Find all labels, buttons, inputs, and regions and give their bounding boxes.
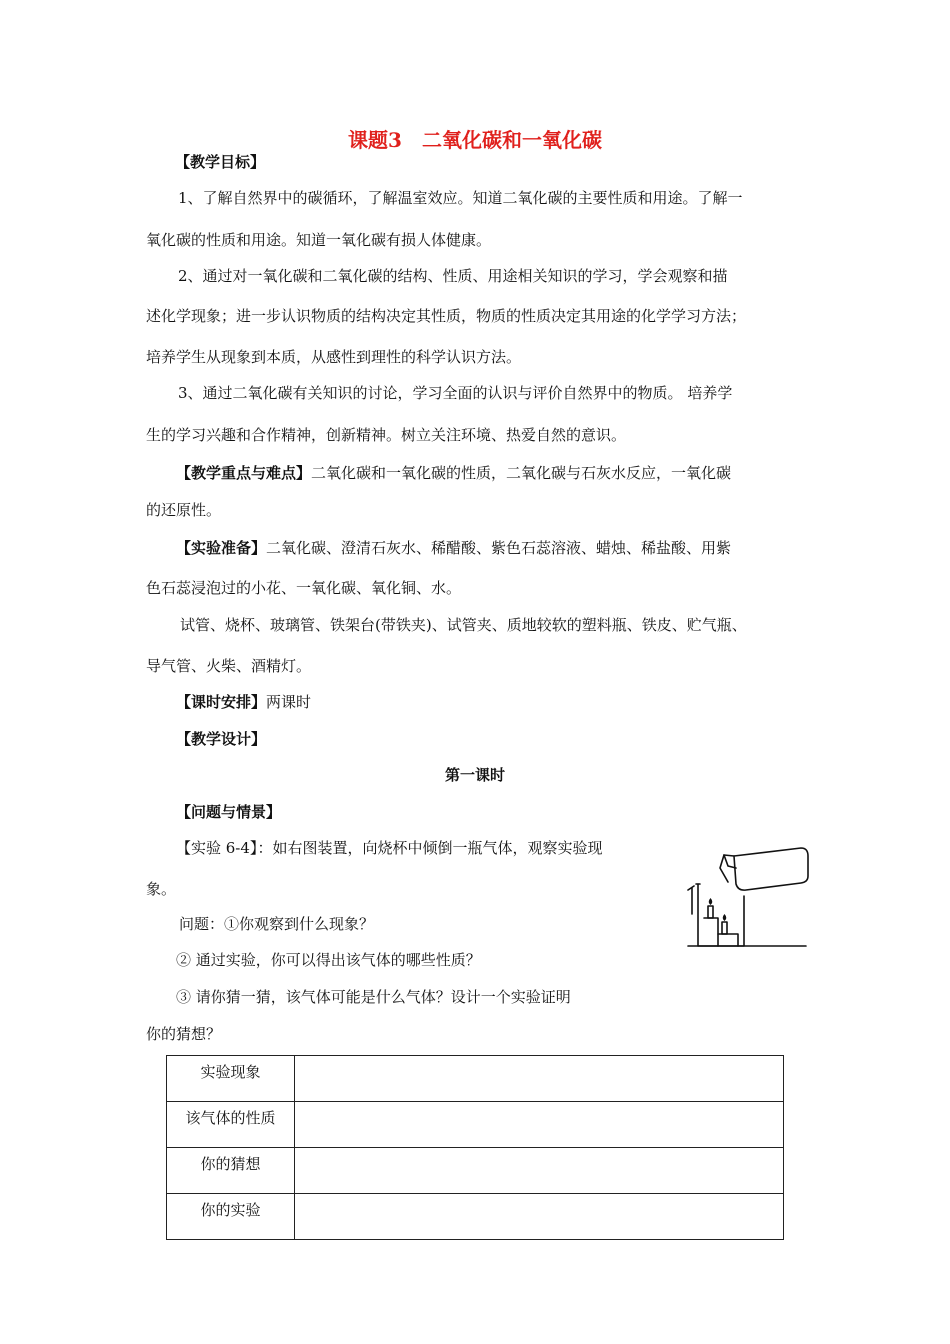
key-points-heading: 【教学重点与难点】 [176,464,312,482]
table-row [167,1102,784,1148]
preparation-line-4: 导气管、火柴、酒精灯。 [146,657,312,675]
table-row-label: 实验现象 [167,1056,295,1102]
table-row-label: 你的猜想 [167,1148,295,1194]
experiment-line-1 [176,838,602,858]
experiment-line-2: 象。 [146,880,177,898]
table-row [167,1194,784,1240]
candle-upper [708,906,713,918]
title-lesson-number: 课题3 [348,128,402,152]
table-row-value[interactable] [295,1056,784,1102]
preparation-text: 二氧化碳、澄清石灰水、稀醋酸、紫色石蕊溶液、蜡烛、稀盐酸、用紫 [266,539,732,557]
objective-2-line-2: 述化学现象；进一步认识物质的结构决定其性质，物质的性质决定其用途的化学学习方法； [146,307,747,325]
preparation-line-3: 试管、烧杯、玻璃管、铁架台(带铁夹)、试管夹、质地较软的塑料瓶、铁皮、贮气瓶、 [180,616,747,634]
objective-2-line-1: 2、通过对一氧化碳和二氧化碳的结构、性质、用途相关知识的学习，学会观察和描 [178,267,728,285]
table-row [167,1148,784,1194]
key-points-line-2: 的还原性。 [146,501,222,519]
table-row-label: 该气体的性质 [167,1102,295,1148]
key-points-text: 二氧化碳和一氧化碳的性质，二氧化碳与石灰水反应，一氧化碳 [311,464,732,482]
schedule-line [176,692,311,712]
objective-1-line-2: 氧化碳的性质和用途。知道一氧化碳有损人体健康。 [146,231,492,249]
preparation-line-2: 色石蕊浸泡过的小花、一氧化碳、氧化铜、水。 [146,579,462,597]
objectives-heading: 【教学目标】 [175,153,266,171]
lesson-title: 第一课时 [444,766,505,784]
flame-upper [709,898,713,905]
objective-1-line-1: 1、了解自然界中的碳循环，了解温室效应。知道二氧化碳的主要性质和用途。了解一 [178,189,743,207]
schedule-value: 两课时 [266,693,312,711]
scenario-heading: 【问题与情景】 [176,803,282,821]
schedule-heading: 【课时安排】 [176,693,267,711]
objective-2-line-3: 培养学生从现象到本质，从感性到理性的科学认识方法。 [146,348,522,366]
table-row [167,1056,784,1102]
preparation-heading: 【实验准备】 [176,539,267,557]
flame-lower [723,914,727,921]
page-title [0,124,950,153]
key-points-line-1 [176,463,731,483]
question-3-line-1: ③ 请你猜一猜，该气体可能是什么气体？设计一个实验证明 [176,988,571,1006]
observation-table [166,1055,784,1240]
design-heading: 【教学设计】 [176,730,267,748]
candle-lower [722,922,727,934]
table-row-value[interactable] [295,1102,784,1148]
objective-3-line-2: 生的学习兴趣和合作精神，创新精神。树立关注环境、热爱自然的意识。 [146,426,627,444]
preparation-line-1 [176,538,731,558]
title-topic: 二氧化碳和一氧化碳 [421,128,602,152]
table-row-value[interactable] [295,1194,784,1240]
gas-jar-body [734,848,808,890]
experiment-text: ：如右图装置，向烧杯中倾倒一瓶气体，观察实验现 [257,839,603,857]
experiment-label: 【实验 6-4】 [176,839,258,857]
experiment-apparatus-figure [686,842,810,952]
table-row-value[interactable] [295,1148,784,1194]
objective-3-line-1: 3、通过二氧化碳有关知识的讨论，学习全面的认识与评价自然界中的物质。 培养学 [178,384,733,402]
table-row-label: 你的实验 [167,1194,295,1240]
beaker [698,884,744,946]
question-1: 问题：①你观察到什么现象？ [179,915,375,933]
question-3-line-2: 你的猜想？ [146,1025,222,1043]
step [718,934,738,946]
question-2: ② 通过实验，你可以得出该气体的哪些性质？ [176,951,481,969]
